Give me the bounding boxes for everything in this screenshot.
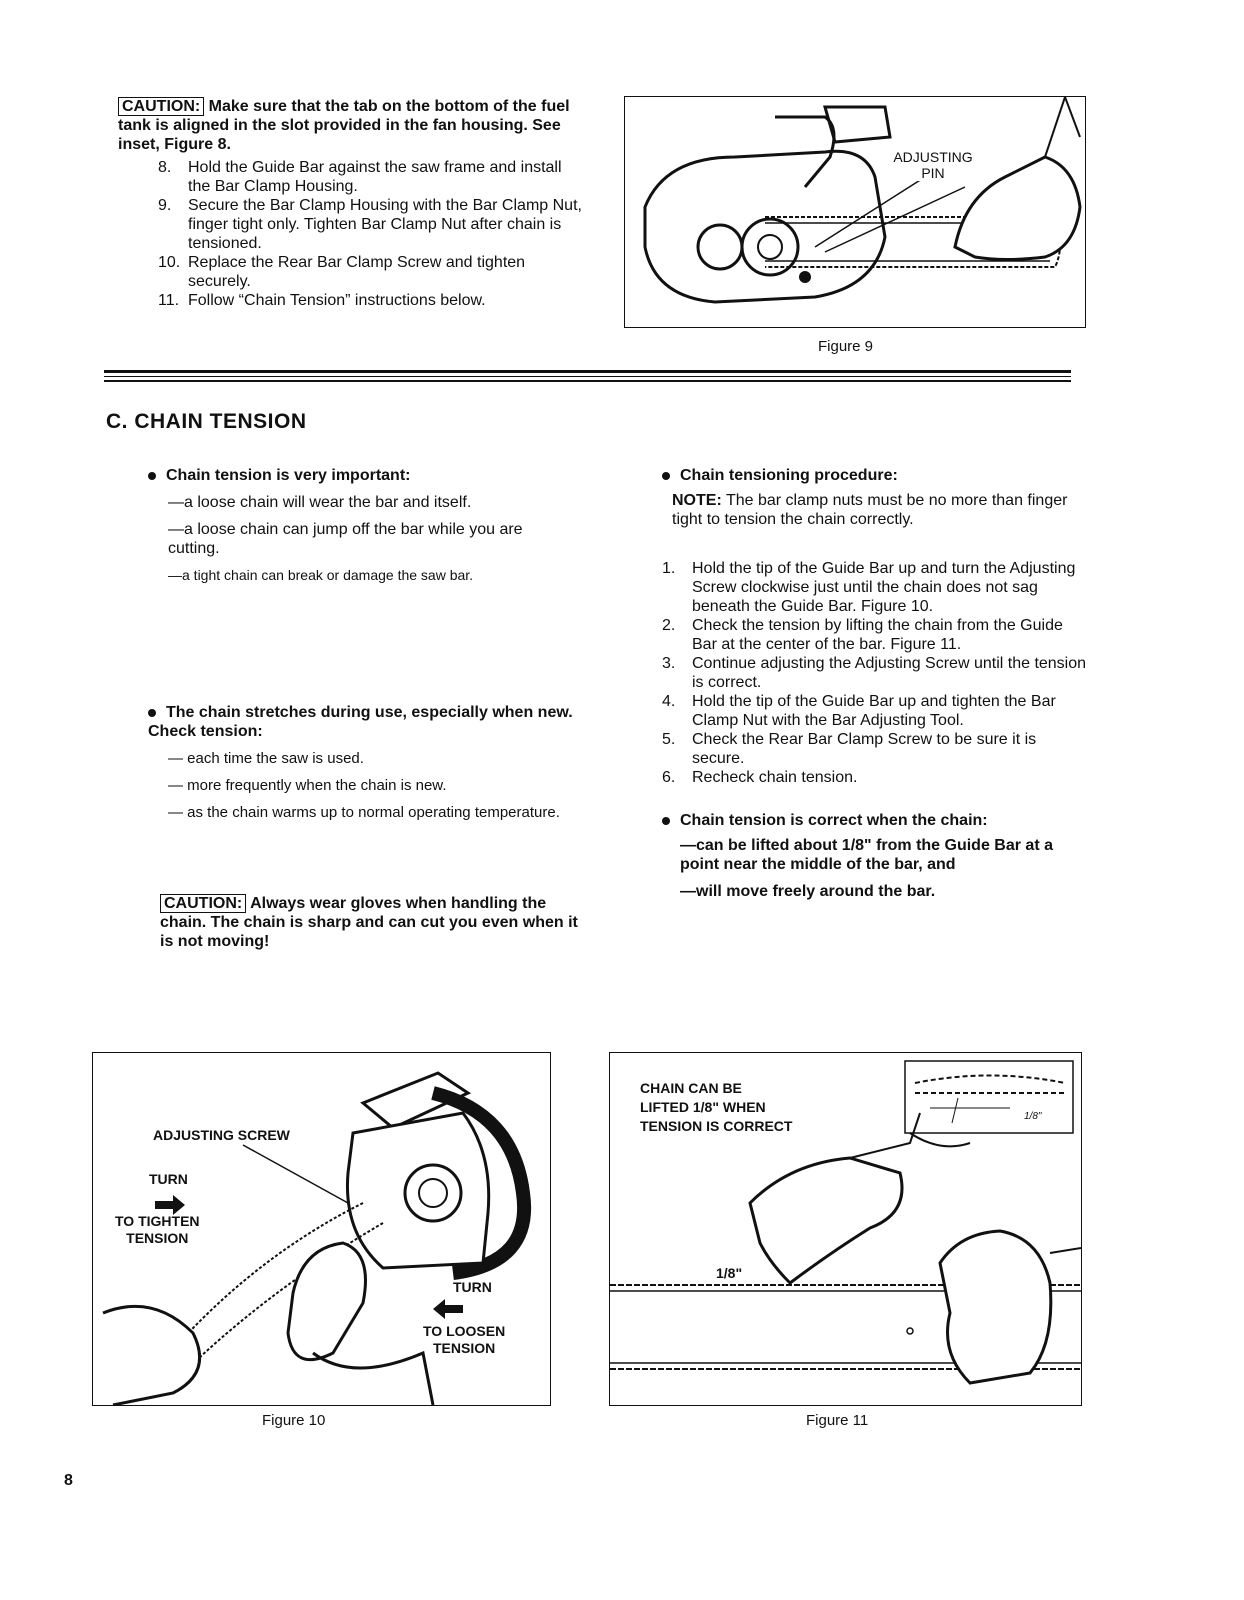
stretch-heading-row — [148, 703, 578, 741]
chain-lift-label-line2: LIFTED 1/8" WHEN — [640, 1099, 766, 1115]
importance-heading: Chain tension is very important: — [166, 467, 411, 484]
list-item: 10. Replace the Rear Bar Clamp Screw and tighten securely. — [158, 254, 526, 290]
adjusting-screw-label: ADJUSTING SCREW — [153, 1127, 290, 1143]
list-item: 5. Check the Rear Bar Clamp Screw to be sure it is secure. — [662, 731, 1037, 767]
list-item: —a tight chain can break or damage the saw bar. — [168, 567, 474, 583]
caution-text: Make sure that the tab on the bottom of the fuel tank is aligned in the slot provided in the fan housing. See inset, Figure 8. — [118, 98, 570, 153]
procedure-heading-row — [662, 466, 1092, 485]
left-column — [148, 466, 578, 951]
list-item: —a loose chain can jump off the bar while you are cutting. — [168, 521, 523, 557]
caution-label: CAUTION: — [160, 894, 246, 913]
caution-label: CAUTION: — [118, 97, 204, 116]
list-item: 3. Continue adjusting the Adjusting Screw until the tension is correct. — [662, 655, 1087, 691]
importance-list — [168, 493, 578, 585]
list-item: —can be lifted about 1/8" from the Guide Bar at a point near the middle of the bar, and — [680, 837, 1053, 873]
turn-tighten-label: TURN — [149, 1171, 188, 1187]
tighten-label-line2: TENSION — [126, 1230, 189, 1246]
correct-heading: Chain tension is correct when the chain: — [680, 812, 988, 829]
stretch-heading: The chain stretches during use, especially when new. Check tension: — [148, 704, 573, 740]
adjusting-pin-label-line2: PIN — [921, 165, 945, 181]
lift-measure-label: 1/8" — [716, 1265, 743, 1281]
right-column — [662, 466, 1092, 909]
adjusting-pin-label-line1: ADJUSTING — [893, 149, 973, 165]
list-item: 1. Hold the tip of the Guide Bar up and turn the Adjusting Screw clockwise just until the chain does not sag beneath the Guide Bar. Figure 10. — [662, 560, 1076, 615]
figure-11-caption: Figure 11 — [806, 1412, 869, 1429]
caution-text: Always wear gloves when handling the chain. The chain is sharp and can cut you even when it is not moving! — [160, 895, 578, 950]
note-text: The bar clamp nuts must be no more than finger tight to tension the chain correctly. — [672, 492, 1068, 528]
list-item: 4. Hold the tip of the Guide Bar up and tighten the Bar Clamp Nut with the Bar Adjusting Tool. — [662, 693, 1056, 729]
bullet-icon — [662, 472, 670, 480]
figure-9-caption: Figure 9 — [818, 338, 874, 355]
section-title: C. CHAIN TENSION — [106, 410, 307, 433]
bullet-icon — [148, 709, 156, 717]
chain-lift-label-line3: TENSION IS CORRECT — [640, 1118, 793, 1134]
list-item: —will move freely around the bar. — [680, 883, 936, 900]
correct-list — [680, 836, 1092, 901]
procedure-heading: Chain tensioning procedure: — [680, 467, 898, 484]
top-caution-block — [118, 97, 588, 310]
list-item: — each time the saw is used. — [168, 750, 364, 767]
section-divider — [104, 370, 1071, 373]
assembly-steps — [158, 158, 588, 310]
list-item: 6. Recheck chain tension. — [662, 769, 858, 786]
loosen-label-line2: TENSION — [432, 1340, 496, 1356]
loosen-label-line1: TO LOOSEN — [423, 1323, 506, 1339]
inset-measure-label: 1/8" — [1024, 1111, 1042, 1122]
note-label: NOTE: — [672, 492, 722, 509]
tensioning-steps — [662, 559, 1092, 787]
list-item: 2. Check the tension by lifting the chain from the Guide Bar at the center of the bar. Figure 11. — [662, 617, 1063, 653]
figure-9 — [624, 96, 1086, 328]
list-item: — as the chain warms up to normal operating temperature. — [168, 804, 560, 821]
bullet-icon — [662, 817, 670, 825]
bullet-icon — [148, 472, 156, 480]
list-item: —a loose chain will wear the bar and itself. — [168, 494, 472, 511]
list-item: 8. Hold the Guide Bar against the saw frame and install the Bar Clamp Housing. — [158, 159, 562, 195]
figure-10 — [92, 1052, 551, 1406]
list-item: 9. Secure the Bar Clamp Housing with the Bar Clamp Nut, finger tight only. Tighten Bar Clamp Nut after chain is tensioned. — [158, 197, 582, 252]
stretch-list — [168, 749, 578, 822]
glove-caution — [160, 894, 578, 951]
list-item: — more frequently when the chain is new. — [168, 777, 447, 794]
tighten-label-line1: TO TIGHTEN — [115, 1213, 200, 1229]
list-item: 11. Follow “Chain Tension” instructions below. — [158, 292, 486, 309]
correct-heading-row — [662, 811, 1092, 830]
chain-lift-label-line1: CHAIN CAN BE — [640, 1080, 742, 1096]
turn-loosen-label: TURN — [453, 1279, 492, 1295]
note — [672, 491, 1092, 529]
page-number: 8 — [64, 1472, 73, 1489]
importance-heading-row — [148, 466, 578, 485]
figure-11 — [609, 1052, 1082, 1406]
figure-10-caption: Figure 10 — [262, 1412, 326, 1429]
chainsaw-adjusting-pin-illustration — [625, 97, 1085, 327]
